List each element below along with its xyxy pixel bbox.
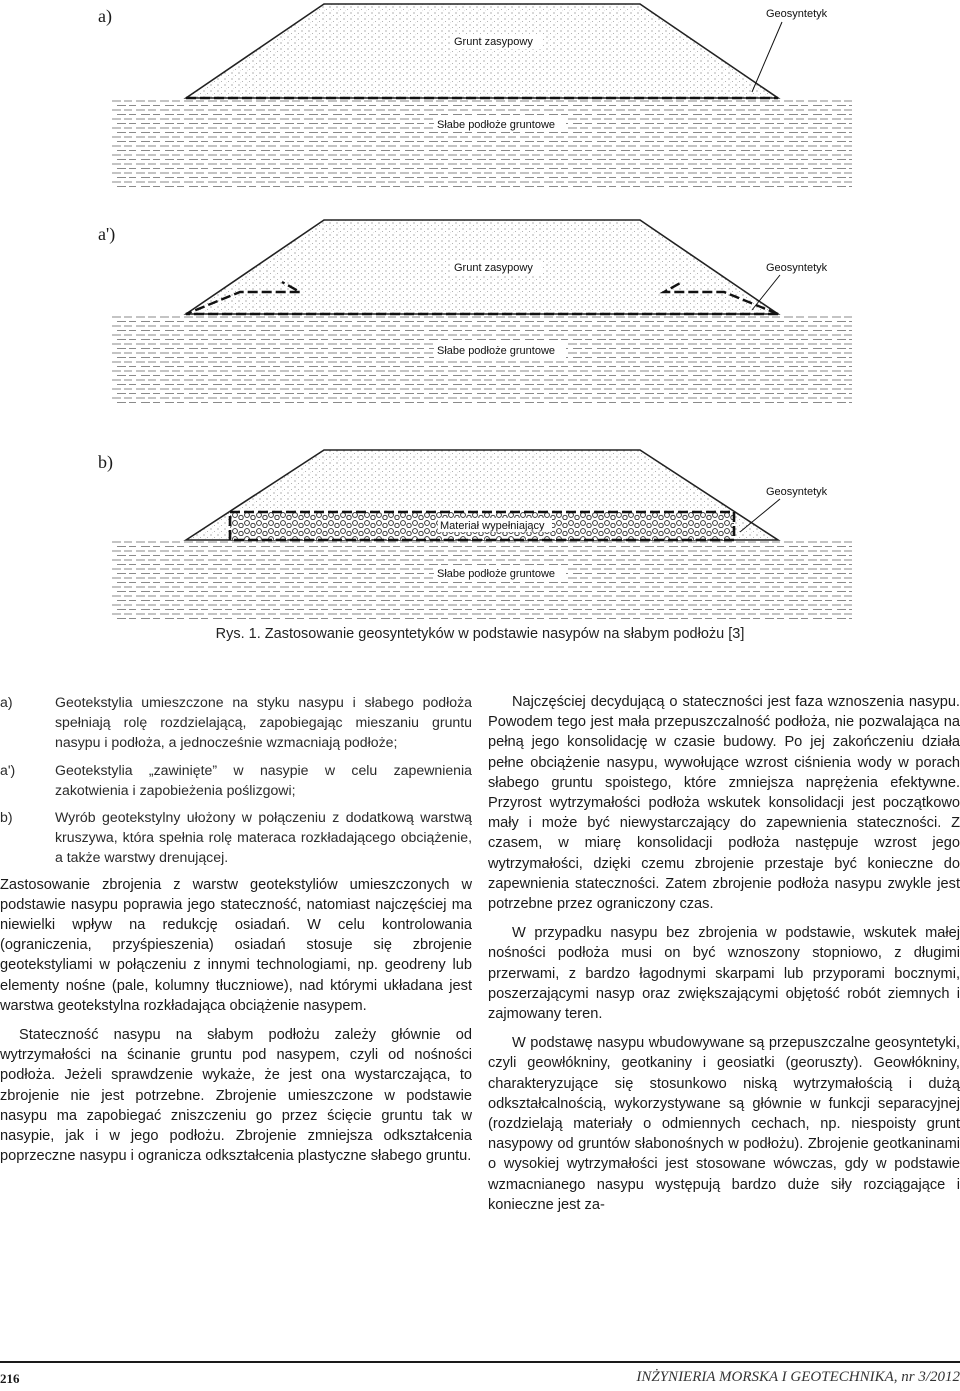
figure-panel-label-a: a) xyxy=(98,6,112,26)
mattress-material-label: Materiał wypełniający xyxy=(440,520,545,532)
list-text: Geotekstylia umieszczone na styku nasypu i słabego podłoża spełniają rolę rozdzielającą, zapobiegając mieszaniu gruntu nasypu i podłoża, a jednocześnie wzmacniają podłoże; xyxy=(55,694,472,751)
weak-subsoil-label: Słabe podłoże gruntowe xyxy=(437,568,556,580)
list-item xyxy=(0,692,472,753)
embankment-diagram-b xyxy=(112,432,852,620)
figure-panel-label-b: b) xyxy=(98,452,113,472)
figure-explanation-list xyxy=(0,692,472,868)
left-column xyxy=(0,692,472,1175)
journal-title: INŻYNIERIA MORSKA I GEOTECHNIKA, nr 3/2012 xyxy=(636,1369,960,1385)
list-text: Geotekstylia „zawinięte” w nasypie w celu zapewnienia zakotwienia i zapobieżenia poślizgowi; xyxy=(55,761,472,798)
list-text: Wyrób geotekstylny ułożony w połączeniu z dodatkową warstwą kruszywa, która spełnia rolę materaca rozkładającego obciążenie, a także warstwy drenującej. xyxy=(55,809,472,866)
figure-panel-label-a-prime: a') xyxy=(98,224,116,244)
embankment-diagram-a xyxy=(112,0,852,190)
geosynthetic-label: Geosyntetyk xyxy=(766,262,828,274)
body-paragraph: W podstawę nasypu wbudowywane są przepuszczalne geosyntetyki, czyli geowłókniny, geotkaniny i geosiatki (georuszty). Geowłókniny, charakteryzujące się stosunkowo niską wytrzymałością i dużą odkształcalnością, wykorzystywane są głównie w funkcji separacyjnej (rozdzielają materiały o odmiennych cechach, np. niespoisty grunt nasypowy od gruntów słabonośnych w podłożu). Zbrojenie geotkaninami o wysokiej wytrzymałości jest stosowane wówczas, gdy w podstawie wzmacnianego nasypu występują bardzo duże siły rozciągające i konieczne jest za- xyxy=(488,1035,960,1213)
list-item xyxy=(0,760,472,800)
list-marker: a) xyxy=(0,694,13,710)
fill-soil-label: Grunt zasypowy xyxy=(454,262,533,274)
list-marker: a') xyxy=(0,761,16,778)
geosynthetic-label: Geosyntetyk xyxy=(766,8,828,20)
body-paragraph: Zastosowanie zbrojenia z warstw geotekstyliów umieszczonych w podstawie nasypu poprawia jego stateczność, natomiast najczęściej ma niewielki wpływ na redukcję osiadań. W celu kontrolowania (ograniczenia, przyśpieszenia) osiadań stosuje się zbrojenie geotekstyliami w połączeniu z innymi technologiami, np. geodreny lub elementy nośne (pale, kolumny tłuczniowe), nad którymi układana jest warstwa geotekstylna rozkładająca obciążenie nasypem. xyxy=(0,876,472,1014)
footer-rule xyxy=(0,1361,960,1363)
body-paragraph: Najczęściej decydującą o stateczności jest faza wznoszenia nasypu. Powodem tego jest mała przepuszczalność podłoża, nie pozwalająca na pełną jego konsolidację w czasie budowy. Po jej zakończeniu działa pełne obciążenie nasypu, wywołujące wzrost ciśnienia wody w porach słabego gruntu spoistego, które zmniejsza naprężenia efektywne. Przyrost wytrzymałości podłoża wskutek konsolidacji jest początkowo mały i może być niewystarczający do zapewnienia stateczności. Z czasem, w miarę konsolidacji podłoża następuje wzrost jego wytrzymałości, dzięki czemu zbrojenie przestaje być konieczne do zapewnienia stateczności. Zatem zbrojenie podłoża nasypu zwykle jest potrzebne przez ograniczony czas. xyxy=(488,694,960,913)
weak-subsoil-label: Słabe podłoże gruntowe xyxy=(437,345,556,357)
list-marker: b) xyxy=(0,809,13,826)
body-paragraph: W przypadku nasypu bez zbrojenia w podstawie, wskutek małej nośności podłoża musi on być wznoszony stopniowo, z długimi przerwami, z bardzo łagodnymi skarpami lub przyporami bocznymi, poszerzającymi nasyp oraz zwiększającymi objętość robót ziemnych i zajmowany teren. xyxy=(488,925,960,1023)
list-item xyxy=(0,807,472,868)
body-paragraph: Stateczność nasypu na słabym podłożu zależy głównie od wytrzymałości na ścinanie gruntu pod nasypem, czyli od nośności podłoża. Jeżeli sprawdzenie wykaże, że jest ona wystarczająca, to zbrojenie nie jest potrzebne. Zbrojenie umieszczone w podstawie nasypu ma zapobiegać zniszczeniu go przez ścięcie gruntu tak w nasypie, jak i w jego podłożu. Zbrojenie zmniejsza odkształcenia poprzeczne nasypu i ogranicza odkształcenia plastyczne słabego gruntu. xyxy=(0,1027,472,1165)
right-column xyxy=(488,692,960,1224)
page-number: 216 xyxy=(0,1371,20,1386)
figure-caption: Rys. 1. Zastosowanie geosyntetyków w podstawie nasypów na słabym podłożu [3] xyxy=(215,626,745,642)
fill-soil-label: Grunt zasypowy xyxy=(454,36,533,48)
embankment-diagram-a-prime xyxy=(112,216,852,406)
geosynthetic-label: Geosyntetyk xyxy=(766,486,828,498)
weak-subsoil-label: Słabe podłoże gruntowe xyxy=(437,119,556,131)
